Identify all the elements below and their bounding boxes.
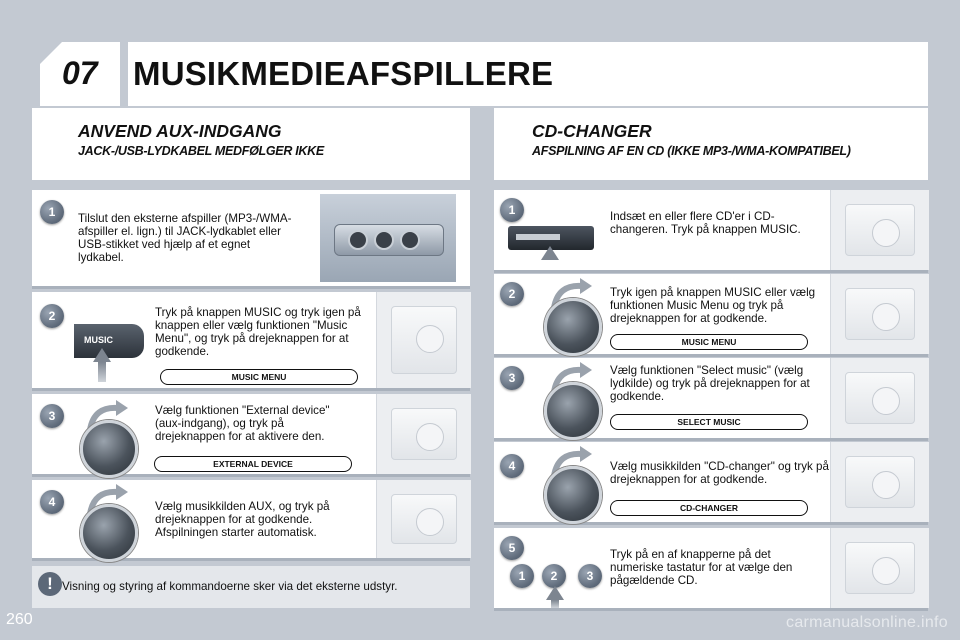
step-number-badge: 3 <box>40 404 64 428</box>
right-heading: CD-CHANGER <box>532 121 652 141</box>
arrow-stem <box>551 600 559 608</box>
right-step-1 <box>494 190 928 273</box>
note-text: Visning og styring af kommandoerne sker via det eksterne udstyr. <box>62 580 398 593</box>
chapter-number: 07 <box>62 55 98 91</box>
step-text: Tilslut den eksterne afspiller (MP3-/WMA-afspiller el. lign.) til JACK-lydkablet eller USB-stikket ved hjælp af et egnet lydkabel. <box>78 212 292 264</box>
step-text: Tryk igen på knappen MUSIC eller vælg funktionen Music Menu og tryk på drejeknappen for at godkende. <box>610 286 816 325</box>
step-number-badge: 2 <box>40 304 64 328</box>
page-number: 260 <box>6 611 33 628</box>
cd-slot <box>516 234 560 240</box>
up-arrow-icon <box>546 586 564 600</box>
radio-panel-image <box>830 442 929 522</box>
step-number-badge: 1 <box>40 200 64 224</box>
radio-panel-image <box>830 190 929 270</box>
aux-socket-image <box>320 194 456 282</box>
numeric-key-1: 1 <box>510 564 534 588</box>
menu-label-pill: CD-CHANGER <box>610 500 808 516</box>
step-text: Vælg musikkilden AUX, og tryk på drejeknappen for at godkende. Afspilningen starter automatisk. <box>155 500 330 539</box>
page-title: MUSIKMEDIEAFSPILLERE <box>133 55 554 92</box>
left-heading: ANVEND AUX-INDGANG <box>78 121 282 141</box>
numeric-key-3: 3 <box>578 564 602 588</box>
step-text: Vælg musikkilden "CD-changer" og tryk på drejeknappen for at godkende. <box>610 460 829 486</box>
note-box <box>32 566 470 608</box>
rotary-knob-icon <box>80 504 138 562</box>
left-subheading: JACK-/USB-LYDKABEL MEDFØLGER IKKE <box>78 144 324 158</box>
rotary-knob-icon <box>80 420 138 478</box>
menu-label-pill: MUSIC MENU <box>610 334 808 350</box>
up-arrow-icon <box>93 348 111 362</box>
rotary-knob-icon <box>544 466 602 524</box>
right-step-3 <box>494 358 928 441</box>
rotary-knob-icon <box>544 298 602 356</box>
step-number-badge: 4 <box>500 454 524 478</box>
left-step-3 <box>32 394 470 477</box>
step-number-badge: 4 <box>40 490 64 514</box>
numeric-key-2: 2 <box>542 564 566 588</box>
step-number-badge: 5 <box>500 536 524 560</box>
warning-icon: ! <box>38 572 62 596</box>
radio-panel-image <box>376 292 471 388</box>
step-text: Vælg funktionen "Select music" (vælg lydkilde) og tryk på drejeknappen for at godkende. <box>610 364 810 403</box>
watermark-text: carmanualsonline.info <box>786 614 948 631</box>
up-arrow-icon <box>541 246 559 260</box>
step-text: Tryk på en af knapperne på det numeriske tastatur for at vælge den pågældende CD. <box>610 548 793 587</box>
step-text: Tryk på knappen MUSIC og tryk igen på knappen eller vælg funktionen "Music Menu", og tryk på drejeknappen for at godkende. <box>155 306 361 358</box>
radio-panel-image <box>376 394 471 474</box>
right-step-4 <box>494 442 928 525</box>
radio-panel-image <box>830 274 929 354</box>
usb-socket-icon <box>400 230 420 250</box>
step-text: Indsæt en eller flere CD'er i CD-changeren. Tryk på knappen MUSIC. <box>610 210 801 236</box>
music-button-label: MUSIC <box>84 335 113 345</box>
menu-label-pill: MUSIC MENU <box>160 369 358 385</box>
radio-panel-image <box>830 528 929 608</box>
left-step-2 <box>32 292 470 391</box>
rotary-knob-icon <box>544 382 602 440</box>
jack-socket-icon <box>374 230 394 250</box>
right-step-5 <box>494 528 928 611</box>
jack-socket-icon <box>348 230 368 250</box>
menu-label-pill: SELECT MUSIC <box>610 414 808 430</box>
radio-panel-image <box>376 480 471 558</box>
arrow-stem <box>98 362 106 382</box>
step-number-badge: 2 <box>500 282 524 306</box>
menu-label-pill: EXTERNAL DEVICE <box>154 456 352 472</box>
step-text: Vælg funktionen "External device" (aux-indgang), og tryk på drejeknappen for at aktivere den. <box>155 404 330 443</box>
left-step-1 <box>32 190 470 289</box>
radio-panel-image <box>830 358 929 438</box>
left-step-4 <box>32 480 470 561</box>
step-number-badge: 1 <box>500 198 524 222</box>
right-subheading: AFSPILNING AF EN CD (IKKE MP3-/WMA-KOMPATIBEL) <box>532 144 851 158</box>
right-step-2 <box>494 274 928 357</box>
step-number-badge: 3 <box>500 366 524 390</box>
